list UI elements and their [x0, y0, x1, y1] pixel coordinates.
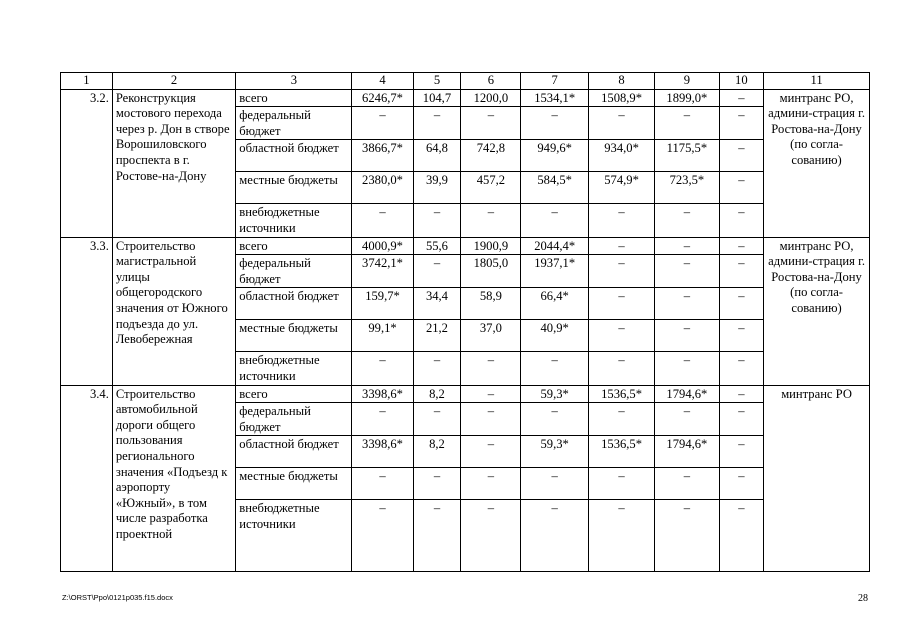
amount-cell: –	[352, 500, 413, 572]
header-cell: 3	[236, 73, 352, 90]
amount-cell: –	[413, 204, 461, 237]
funding-source: местные бюджеты	[236, 468, 352, 500]
amount-cell: –	[719, 436, 764, 468]
header-cell: 1	[61, 73, 113, 90]
amount-cell: –	[588, 352, 654, 385]
amount-cell: –	[521, 352, 588, 385]
header-row	[61, 73, 870, 90]
header-cell: 4	[352, 73, 413, 90]
item-name: Строительство автомобильной дороги общего пользования регионального значения «Подъезд к аэропорту «Южный», в том числе разработка проектной	[112, 385, 235, 572]
amount-cell: 37,0	[461, 320, 521, 352]
header-cell: 11	[764, 73, 870, 90]
amount-cell: 104,7	[413, 89, 461, 107]
amount-cell: 574,9*	[588, 172, 654, 204]
amount-cell: 59,3*	[521, 385, 588, 403]
amount-cell: –	[655, 320, 719, 352]
item-number: 3.2.	[61, 89, 113, 237]
amount-cell: –	[719, 255, 764, 288]
amount-cell: –	[655, 107, 719, 140]
item-name: Реконструкция мостового перехода через р. Дон в створе Ворошиловского проспекта в г. Ростове-на-Дону	[112, 89, 235, 237]
amount-cell: –	[719, 140, 764, 172]
amount-cell: –	[461, 500, 521, 572]
amount-cell: 3398,6*	[352, 436, 413, 468]
amount-cell: –	[521, 500, 588, 572]
funding-source: областной бюджет	[236, 288, 352, 320]
table-row	[61, 385, 870, 403]
amount-cell: –	[588, 204, 654, 237]
amount-cell: –	[588, 403, 654, 436]
amount-cell: –	[461, 385, 521, 403]
amount-cell: –	[588, 500, 654, 572]
amount-cell: –	[413, 352, 461, 385]
funding-source: всего	[236, 237, 352, 255]
amount-cell: 1900,9	[461, 237, 521, 255]
amount-cell: 6246,7*	[352, 89, 413, 107]
amount-cell: –	[719, 352, 764, 385]
funding-source: местные бюджеты	[236, 320, 352, 352]
amount-cell: –	[352, 468, 413, 500]
amount-cell: –	[352, 352, 413, 385]
amount-cell: –	[719, 204, 764, 237]
funding-source: федеральный бюджет	[236, 403, 352, 436]
amount-cell: –	[719, 468, 764, 500]
funding-source: областной бюджет	[236, 436, 352, 468]
amount-cell: 159,7*	[352, 288, 413, 320]
page-number: 28	[858, 593, 868, 604]
file-path: Z:\ORST\Ppo\0121p035.f15.docx	[62, 593, 173, 602]
amount-cell: 1536,5*	[588, 436, 654, 468]
amount-cell: 1794,6*	[655, 385, 719, 403]
amount-cell: –	[719, 172, 764, 204]
header-cell: 2	[112, 73, 235, 90]
amount-cell: –	[461, 107, 521, 140]
amount-cell: –	[719, 237, 764, 255]
item-number: 3.4.	[61, 385, 113, 572]
amount-cell: –	[655, 468, 719, 500]
amount-cell: –	[352, 107, 413, 140]
amount-cell: –	[655, 500, 719, 572]
table-row	[61, 89, 870, 107]
amount-cell: 1508,9*	[588, 89, 654, 107]
amount-cell: 584,5*	[521, 172, 588, 204]
amount-cell: –	[719, 403, 764, 436]
funding-source: внебюджетные источники	[236, 204, 352, 237]
amount-cell: 2044,4*	[521, 237, 588, 255]
header-cell: 6	[461, 73, 521, 90]
amount-cell: –	[413, 468, 461, 500]
amount-cell: –	[655, 237, 719, 255]
amount-cell: –	[521, 107, 588, 140]
amount-cell: 2380,0*	[352, 172, 413, 204]
header-cell: 10	[719, 73, 764, 90]
amount-cell: 3398,6*	[352, 385, 413, 403]
amount-cell: 1534,1*	[521, 89, 588, 107]
amount-cell: –	[413, 500, 461, 572]
amount-cell: –	[588, 255, 654, 288]
amount-cell: 723,5*	[655, 172, 719, 204]
amount-cell: 34,4	[413, 288, 461, 320]
amount-cell: –	[719, 107, 764, 140]
amount-cell: 1175,5*	[655, 140, 719, 172]
amount-cell: –	[461, 436, 521, 468]
amount-cell: –	[461, 468, 521, 500]
funding-source: всего	[236, 385, 352, 403]
amount-cell: 40,9*	[521, 320, 588, 352]
amount-cell: –	[588, 468, 654, 500]
table-row	[61, 237, 870, 255]
amount-cell: –	[719, 288, 764, 320]
amount-cell: –	[521, 204, 588, 237]
amount-cell: –	[352, 204, 413, 237]
amount-cell: –	[588, 237, 654, 255]
item-number: 3.3.	[61, 237, 113, 385]
executor: минтранс РО	[764, 385, 870, 572]
amount-cell: –	[413, 403, 461, 436]
amount-cell: –	[588, 320, 654, 352]
amount-cell: –	[719, 320, 764, 352]
header-cell: 8	[588, 73, 654, 90]
amount-cell: –	[521, 468, 588, 500]
amount-cell: 8,2	[413, 436, 461, 468]
header-cell: 7	[521, 73, 588, 90]
funding-source: внебюджетные источники	[236, 352, 352, 385]
amount-cell: 1794,6*	[655, 436, 719, 468]
amount-cell: 55,6	[413, 237, 461, 255]
amount-cell: 21,2	[413, 320, 461, 352]
amount-cell: –	[461, 403, 521, 436]
amount-cell: 4000,9*	[352, 237, 413, 255]
amount-cell: 3866,7*	[352, 140, 413, 172]
funding-source: всего	[236, 89, 352, 107]
amount-cell: –	[655, 204, 719, 237]
amount-cell: –	[521, 403, 588, 436]
amount-cell: 64,8	[413, 140, 461, 172]
funding-source: областной бюджет	[236, 140, 352, 172]
amount-cell: 1805,0	[461, 255, 521, 288]
funding-source: внебюджетные источники	[236, 500, 352, 572]
amount-cell: 66,4*	[521, 288, 588, 320]
amount-cell: –	[588, 288, 654, 320]
program-table	[60, 72, 870, 572]
amount-cell: –	[461, 204, 521, 237]
funding-source: местные бюджеты	[236, 172, 352, 204]
amount-cell: –	[655, 403, 719, 436]
amount-cell: –	[352, 403, 413, 436]
amount-cell: 3742,1*	[352, 255, 413, 288]
header-cell: 5	[413, 73, 461, 90]
funding-source: федеральный бюджет	[236, 255, 352, 288]
amount-cell: 742,8	[461, 140, 521, 172]
amount-cell: 1899,0*	[655, 89, 719, 107]
amount-cell: –	[461, 352, 521, 385]
amount-cell: 949,6*	[521, 140, 588, 172]
amount-cell: 99,1*	[352, 320, 413, 352]
amount-cell: 1937,1*	[521, 255, 588, 288]
executor: минтранс РО, админи-страция г. Ростова-на-Дону (по согла-сованию)	[764, 89, 870, 237]
amount-cell: –	[719, 500, 764, 572]
amount-cell: –	[588, 107, 654, 140]
amount-cell: 1200,0	[461, 89, 521, 107]
amount-cell: –	[719, 385, 764, 403]
amount-cell: 58,9	[461, 288, 521, 320]
amount-cell: 39,9	[413, 172, 461, 204]
amount-cell: 457,2	[461, 172, 521, 204]
funding-source: федеральный бюджет	[236, 107, 352, 140]
amount-cell: –	[655, 352, 719, 385]
executor: минтранс РО, админи-страция г. Ростова-на-Дону (по согла-сованию)	[764, 237, 870, 385]
amount-cell: –	[413, 255, 461, 288]
amount-cell: 59,3*	[521, 436, 588, 468]
amount-cell: 8,2	[413, 385, 461, 403]
amount-cell: 934,0*	[588, 140, 654, 172]
amount-cell: –	[719, 89, 764, 107]
amount-cell: –	[413, 107, 461, 140]
amount-cell: 1536,5*	[588, 385, 654, 403]
amount-cell: –	[655, 288, 719, 320]
amount-cell: –	[655, 255, 719, 288]
item-name: Строительство магистральной улицы общегородского значения от Южного подъезда до ул. Левобережная	[112, 237, 235, 385]
header-cell: 9	[655, 73, 719, 90]
